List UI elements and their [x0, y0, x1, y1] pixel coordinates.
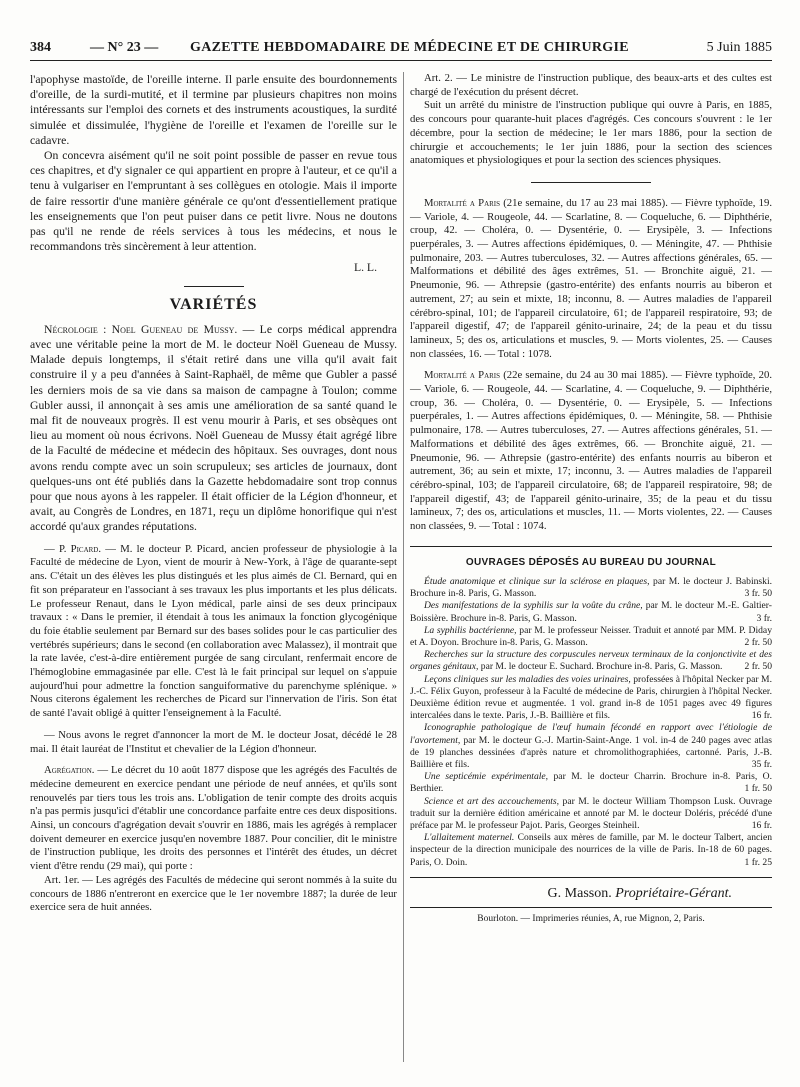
separator-rule — [531, 182, 651, 183]
item-heading: Agrégation. — [44, 764, 95, 777]
book-title: Recherches sur la structure des corpuscules nerveux terminaux de la conjonctivite et des organes génitaux, — [410, 649, 772, 673]
book-price: 2 fr. 50 — [744, 637, 772, 649]
item-text: (21e semaine, du 17 au 23 mai 1885). — Fièvre typhoïde, 19. — Variole, 4. — Rougeole, 44. — Scarlatine, 8. — Coqueluche, 6. — Diphthérie, croup, 42. — Choléra, 0. — Dysentérie, 0. — Erysipèle, 3. — Infections puerpérales, 3. — Autres affections épidémiques, 0. — Méningite, 47. — Phthisie pulmonaire, 203. — Autres tuberculoses, 32. — Autres affections générales, 65. — Malformations et débilité des âges extrêmes, 51. — Bronchite aiguë, 21. — Pneumonie, 96. — Athrepsie (gastro-entérite) des enfants nourris au biberon et autrement, 27; au sein et mixte, 18; inconnu, 8. — Autres maladies de l'appareil cérébro-spinal, 101; de l'appareil circulatoire, 61; de l'appareil respiratoire, 93; de l'appareil digestif, 47; de l'appareil génito-urinaire, 24; de la peau et du tissu lamineux, 5; des os, articulations et muscles, 9. — Morts violentes, 25. — Causes non classées, 16. — Total : 1078. — [410, 196, 772, 360]
item-text: — Le décret du 10 août 1877 dispose que les agrégés des Facultés de médecine demeurent en exercice pendant une période de neuf années, et qu'ils sont renouvelés par tiers tous les trois ans. L'obligation de tenir compte des droits acquis n'a pas permis jusqu'ici d'établir une concordance parfaite entre ces deux dispositions. Ainsi, un concours d'agrégation devait s'ouvrir en 1886, mais les agrégés à remplacer doivent demeurer en exercice jusqu'en novembre 1887. Pour concilier, dit le ministre de l'instruction publique, les droits des personnes et l'intérêt des études, un décret vient d'être rendu (29 mai), qui porte : — [30, 764, 397, 873]
book-price: 1 fr. 50 — [744, 783, 772, 795]
book-price: 16 fr. — [751, 820, 772, 832]
book-title: Science et art des accouchements, — [424, 795, 560, 807]
article-paragraph: On concevra aisément qu'il ne soit point possible de passer en revue tous ces chapitres, et d'y signaler ce qui appartient en propre à l'auteur, et ce qu'il a tenu à vulgariser en l'empruntant à ses collègues en otologie. Mais il importe de faire ressortir d'une manière générale ce qu'ont d'essentiellement pratique les enseignements que l'on peut puiser dans ce petit livre. Nous ne doutons pas qu'il ne rende de réels services à tous les médecins, et nous le recommandons très sincèrement à leur attention. — [30, 149, 397, 254]
column-divider — [403, 72, 404, 1062]
book-entry — [410, 625, 772, 649]
book-details: par M. le docteur E. Suchard. Brochure in-8. Paris, G. Masson. — [478, 661, 723, 673]
separator-rule — [184, 286, 244, 287]
book-entry — [410, 796, 772, 833]
printer-line: Bourloton. — Imprimeries réunies, A, rue Mignon, 2, Paris. — [477, 914, 705, 925]
book-price: 2 fr. 50 — [744, 661, 772, 673]
mortality-report — [410, 369, 772, 533]
book-entry — [410, 832, 772, 869]
journal-title: GAZETTE HEBDOMADAIRE DE MÉDECINE ET DE CHIRURGIE — [190, 40, 629, 55]
book-entry — [410, 576, 772, 600]
book-title: Iconographie pathologique de l'œuf humain fécondé en rapport avec l'étiologie de l'avortement, — [410, 722, 772, 746]
book-price: 16 fr. — [751, 710, 772, 722]
item-heading: Nécrologie : Noel Gueneau de Mussy. — [44, 322, 238, 336]
issue-date: 5 Juin 1885 — [706, 40, 772, 55]
section-title: VARIÉTÉS — [169, 295, 258, 313]
necrology-item — [30, 543, 397, 721]
publisher-signature — [410, 886, 732, 901]
article-signature: L. L. — [353, 261, 377, 275]
books-list — [410, 576, 772, 869]
arrete-paragraph: Suit un arrêté du ministre de l'instruction publique qui ouvre à Paris, en 1885, des concours pour quarante-huit places d'agrégés. Ces concours s'ouvrent : le 1er décembre, pour la section de médecine; le 1er mars 1886, pour la section de chirurgie et accouchements; le 1er juin 1886, pour la section des sciences anatomiques et physiologiques et pour la section des sciences physiques. — [410, 99, 772, 167]
item-text: — M. le docteur P. Picard, ancien professeur de physiologie à la Faculté de médecine de Lyon, vient de mourir à New-York, à l'âge de quarante-sept ans. C'était un des élèves les plus distingués et les plus aimés de Cl. Bernard, qui en fit son préparateur en l'associant à ses travaux les plus importants et les plus délicats. Le professeur Renaut, dans le Lyon médical, parle ainsi de ses deux principaux travaux : « Dans le premier, il étendait à tous les animaux la fonction glycogénique du foie établie seulement par Bernard sur des bases solides pour le cas particulier des vertébrés supérieurs; dans le second (en collaboration avec Malassez), il montrait que la rate lavée, c'est-à-dire entièrement purgée de sang circulant, renfermait encore de l'hémoglobine emmagasinée par elle. C'est là le fait principal sur lequel on s'appuie aujourd'hui pour admettre la fonction sanguiformative du parenchyme splénique. » Nous citerons également les recherches de Picard sur l'innervation de l'iris. Son état de santé l'avait obligé à quitter l'enseignement à la Faculté. — [30, 542, 397, 720]
item-text: (22e semaine, du 24 au 30 mai 1885). — Fièvre typhoïde, 20. — Variole, 6. — Rougeole, 44. — Scarlatine, 4. — Coqueluche, 9. — Diphthérie, croup, 36. — Choléra, 0. — Dysentérie, 0. — Erysipèle, 5. — Infections puerpérales, 1. — Autres affections épidémiques, 0. — Méningite, 58. — Phthisie pulmonaire, 178. — Autres tuberculoses, 27. — Autres affections générales, 51. — Malformations et débilité des âges extrêmes, 66. — Bronchite aiguë, 21. — Pneumonie, 96. — Athrepsie (gastro-entérite) des enfants nourris au biberon et autrement, 36; au sein et mixte, 17; inconnu, 3. — Autres maladies de l'appareil cérébro-spinal, 103; de l'appareil circulatoire, 68; de l'appareil respiratoire, 98; de l'appareil digestif, 43; de l'appareil génito-urinaire, 35; de la peau et du tissu lamineux, 7; des os, articulations et muscles, 11. — Morts violentes, 22. — Causes non classées, 9. — Total : 1074. — [410, 369, 772, 533]
book-title: La syphilis bactérienne, — [424, 624, 517, 636]
book-details: par M. le docteur J. Babinski. Brochure in-8. Paris, G. Masson. — [410, 576, 773, 600]
page-header — [30, 38, 772, 61]
book-title: Étude anatomique et clinique sur la sclérose en plaques, — [424, 576, 650, 587]
book-entry — [410, 649, 772, 673]
book-price: 3 fr. — [756, 612, 772, 624]
book-details: par M. le docteur M.-E. Galtier-Boissière. Brochure in-8. Paris, G. Masson. — [410, 600, 772, 624]
publisher-name: G. Masson. — [547, 885, 612, 901]
books-section-title: OUVRAGES DÉPOSÉS AU BUREAU DU JOURNAL — [465, 556, 717, 568]
book-price: 1 fr. 25 — [744, 856, 772, 868]
right-column — [410, 72, 772, 927]
necrology-item: — Nous avons le regret d'annoncer la mort de M. le docteur Josat, décédé le 28 mai. Il était lauréat de l'Institut et chevalier de la Légion d'honneur. — [30, 728, 397, 755]
separator-rule — [410, 907, 772, 908]
book-details: par M. le docteur G.-J. Martin-Saint-Ange. 1 vol. in-4 de 240 pages avec atlas de 19 planches dessinées d'après nature et chromolithographiées, cartonné. Paris, J.-B. Baillière et fils. — [410, 734, 772, 771]
book-title: L'allaitement maternel. — [424, 832, 515, 844]
item-heading: — P. Picard. — [44, 542, 102, 555]
book-title: Une septicémie expérimentale, — [424, 771, 549, 783]
item-heading: Mortalité a Paris — [424, 369, 501, 382]
separator-rule — [410, 546, 772, 547]
item-text: — Le corps médical apprendra avec une véritable peine la mort de M. le docteur Noël Gueneau de Mussy. Malade depuis longtemps, il s'était retiré dans une villa qu'il avait fait construire il y a peu d'années à Saint-Raphaël, de même que Gubler a passé les derniers mois de sa vie dans sa maison de campagne à Toulon; comme Gubler aussi, il annonçait à ses amis une amélioration de sa santé quand le mal fit de nouveaux progrès. Il est venu mourir à Paris, et ses obsèques ont lieu au moment où nous écrivons. Noël Gueneau de Mussy était agrégé libre de la Faculté de médecine et médecin des hôpitaux. Ses ouvrages, dont nous avons rendu compte avec un soin scrupuleux; ses articles de journaux, dont quelques-uns ont été publiés dans la Gazette hebdomadaire sont trop connus pour que nous ayons à les rappeler. Il était officier de la Légion d'honneur, et avait, au Congrès de Londres, en 1871, reçu un diplôme honorifique qui n'est accordé qu'aux grandes réputations. — [30, 322, 397, 534]
book-details: par M. le docteur Charrin. Brochure in-8. Paris, O. Berthier. — [410, 771, 772, 795]
book-price: 35 fr. — [751, 759, 772, 771]
book-details: professées à l'hôpital Necker par M. J.-C. Félix Guyon, professeur à la Faculté de médecine de Paris, chirurgien à l'hôpital Necker. Deuxième édition revue et augmentée. 1 vol. grand in-8 de 1051 pages avec 49 figures intercalées dans le texte. Paris, J.-B. Baillière et fils. — [410, 673, 772, 722]
book-details: par M. le professeur Neisser. Traduit et annoté par MM. P. Diday et A. Doyon. Brochure in-8. Paris, G. Masson. — [410, 624, 772, 649]
agregation-item — [30, 764, 397, 874]
book-details: Conseils aux mères de famille, par M. le docteur Talbert, ancien inspecteur de la direction municipale des nourrices de la ville de Paris. In-18 de 60 pages. Paris, O. Doin. — [410, 832, 772, 868]
book-entry — [410, 600, 772, 624]
book-entry — [410, 771, 772, 795]
book-title: Des manifestations de la syphilis sur la voûte du crâne, — [424, 600, 643, 612]
necrology-item — [30, 322, 397, 535]
book-details: par M. le docteur William Thompson Lusk. Ouvrage traduit sur la dernière édition américaine et annoté par M. le docteur Doléris, précédé d'une préface par M. le professeur Pajot. Paris, Georges Steinheil. — [410, 795, 773, 832]
issue-number: — N° 23 — — [90, 40, 159, 55]
decree-article: Art. 1er. — Les agrégés des Facultés de médecine qui seront nommés à la suite du concours de 1886 n'entreront en exercice que le 1er novembre 1887; la durée de leur exercice sera de huit années. — [30, 873, 397, 914]
book-entry — [410, 722, 772, 771]
book-price: 3 fr. 50 — [744, 588, 772, 600]
book-entry — [410, 674, 772, 723]
book-title: Leçons cliniques sur les maladies des voies urinaires, — [424, 673, 631, 685]
separator-rule — [410, 877, 772, 878]
item-heading: Mortalité a Paris — [424, 196, 501, 209]
page-number: 384 — [30, 40, 51, 55]
mortality-report — [410, 197, 772, 361]
article-paragraph: l'apophyse mastoïde, de l'oreille interne. Il parle ensuite des bourdonnements d'oreille, de la surdi-mutité, et il termine par plusieurs chapitres non moins intéressants sur l'emploi des cornets et des instruments acoustiques, la surdité simulée et dissimulée, l'hygiène de l'oreille et l'examen de l'oreille sur le cadavre. — [30, 73, 397, 147]
publisher-role: Propriétaire-Gérant. — [615, 885, 732, 901]
left-column — [30, 72, 397, 915]
decree-article: Art. 2. — Le ministre de l'instruction publique, des beaux-arts et des cultes est chargé de l'exécution du présent décret. — [410, 72, 772, 98]
